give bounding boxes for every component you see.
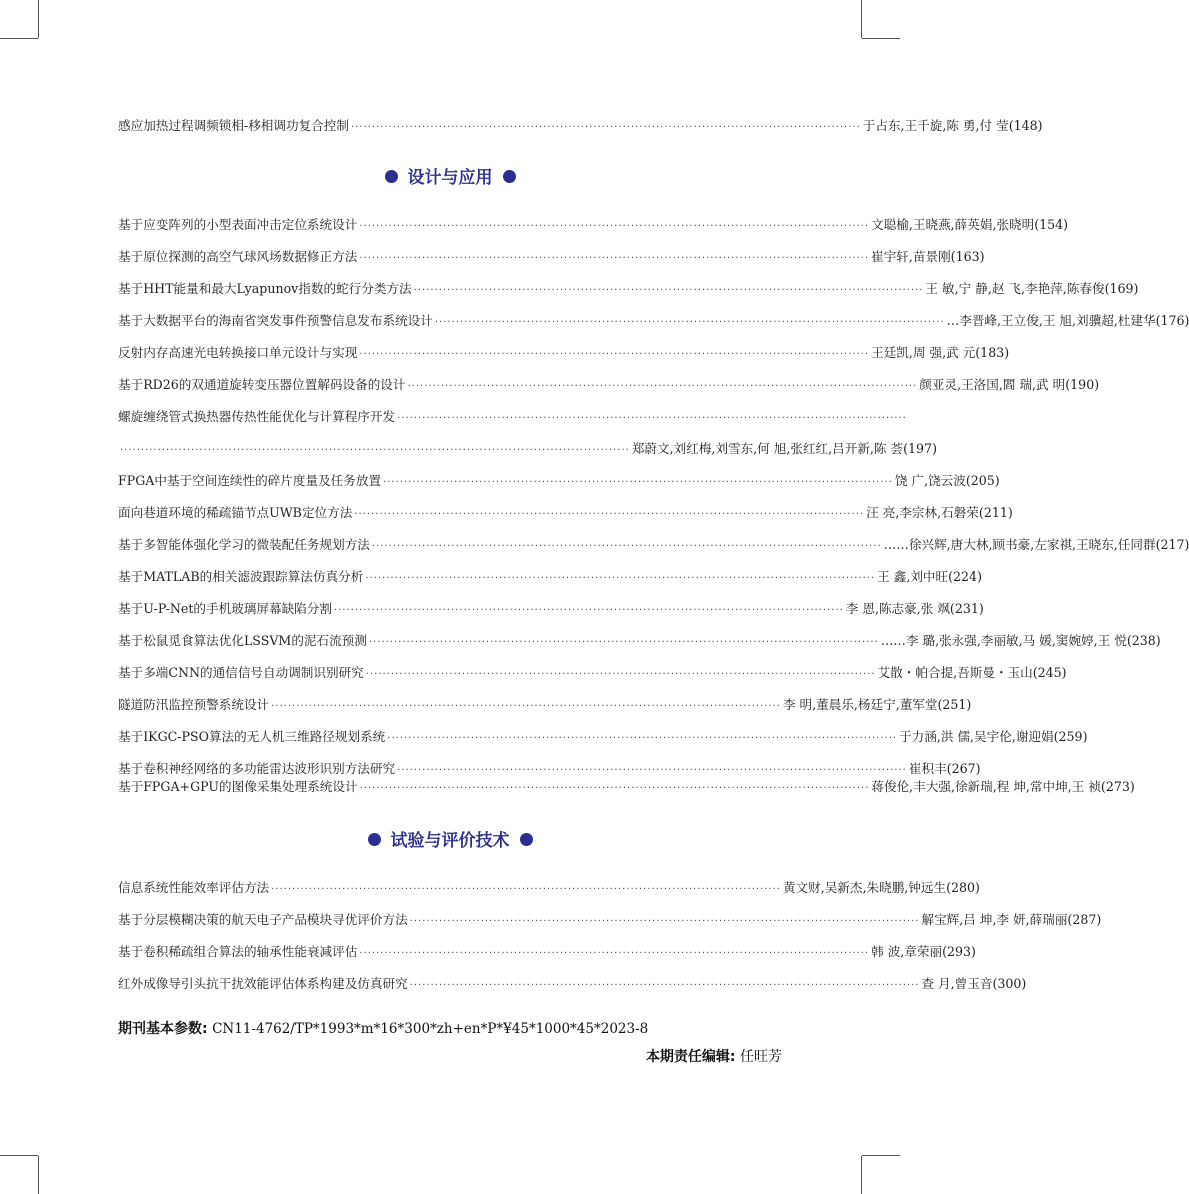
toc-entry-authors: 颜亚灵,王洛国,閻 瑞,武 明(190) bbox=[919, 377, 1100, 392]
responsible-editor bbox=[646, 1046, 782, 1066]
bullet-dot-icon bbox=[503, 170, 516, 183]
toc-entry[interactable] bbox=[118, 469, 1000, 493]
toc-entry[interactable] bbox=[118, 876, 980, 900]
toc-entry-title: 隧道防汛监控预警系统设计 bbox=[118, 697, 270, 712]
toc-entry-title: 基于大数据平台的海南省突发事件预警信息发布系统设计 bbox=[118, 313, 433, 328]
toc-entry[interactable] bbox=[118, 213, 1069, 237]
crop-mark bbox=[38, 1156, 39, 1194]
toc-entry-title: 基于U-P-Net的手机玻璃屏幕缺陷分割 bbox=[118, 601, 332, 616]
toc-entry-title: 基于FPGA+GPU的图像采集处理系统设计 bbox=[118, 779, 358, 794]
toc-entry[interactable] bbox=[118, 114, 1043, 138]
toc-entry[interactable] bbox=[118, 501, 1013, 525]
dot-leader: ·························································································································· bbox=[359, 783, 870, 794]
bullet-dot-icon bbox=[368, 833, 381, 846]
toc-entry-title: 基于RD26的双通道旋转变压器位置解码设备的设计 bbox=[118, 377, 406, 392]
dot-leader: ·························································································································· bbox=[371, 541, 882, 552]
toc-entry[interactable] bbox=[118, 245, 985, 269]
toc-entry[interactable] bbox=[118, 405, 907, 429]
toc-entry-authors: 李 明,董晨乐,杨廷宁,董军堂(251) bbox=[782, 697, 972, 712]
toc-entry-authors: ……李 璐,张永强,李丽敏,马 媛,窦婉婷,王 悦(238) bbox=[880, 633, 1161, 648]
dot-leader: ·························································································································· bbox=[359, 253, 870, 264]
crop-mark bbox=[861, 0, 862, 38]
dot-leader: ·························································································································· bbox=[434, 317, 945, 328]
toc-entry-title: 基于HHT能量和最大Lyapunov指数的蛇行分类方法 bbox=[118, 281, 412, 296]
toc-entry-authors: 王 敏,宁 静,赵 飞,李艳萍,陈春俊(169) bbox=[925, 281, 1139, 296]
crop-mark bbox=[0, 1155, 38, 1156]
toc-entry[interactable] bbox=[118, 725, 1088, 749]
toc-entry-title: 反射内存高速光电转换接口单元设计与实现 bbox=[118, 345, 358, 360]
journal-parameters-label: 期刊基本参数: bbox=[118, 1021, 208, 1037]
toc-entry-authors: 崔宇轩,苗景刚(163) bbox=[871, 249, 985, 264]
toc-entry-authors: 于力涵,洪 儒,吴宇伦,谢迎娟(259) bbox=[899, 729, 1088, 744]
crop-mark bbox=[862, 38, 900, 39]
dot-leader: ·························································································································· bbox=[350, 122, 861, 133]
toc-entry-title: 基于卷积神经网络的多功能雷达波形识别方法研究 bbox=[118, 761, 396, 776]
dot-leader: ·························································································································· bbox=[397, 413, 907, 424]
toc-entry-title: FPGA中基于空间连续性的碎片度量及任务放置 bbox=[118, 473, 382, 488]
toc-entry-authors: 郑蔚文,刘红梅,刘雪东,何 旭,张红红,吕开新,陈 荟(197) bbox=[631, 441, 937, 456]
toc-entry-authors: 李 恩,陈志豪,张 飒(231) bbox=[845, 601, 984, 616]
toc-entry-authors: 崔积丰(267) bbox=[908, 761, 981, 776]
section-heading bbox=[118, 164, 782, 192]
dot-leader: ·························································································································· bbox=[368, 637, 879, 648]
toc-entry[interactable] bbox=[118, 437, 937, 461]
crop-mark bbox=[862, 1155, 900, 1156]
toc-entry-title: 基于MATLAB的相关滤波跟踪算法仿真分析 bbox=[118, 569, 364, 584]
dot-leader: ·························································································································· bbox=[354, 509, 865, 520]
toc-entry[interactable] bbox=[118, 277, 1139, 301]
toc-entry-title: 基于应变阵列的小型表面冲击定位系统设计 bbox=[118, 217, 358, 232]
dot-leader: ·························································································································· bbox=[271, 884, 781, 895]
toc-entry-authors: ……徐兴辉,唐大林,顾书豪,左家祺,王晓东,任同群(217) bbox=[883, 537, 1189, 552]
dot-leader: ·························································································································· bbox=[271, 701, 781, 712]
toc-entry-authors: 解宝辉,吕 坤,李 妍,薛瑞丽(287) bbox=[921, 912, 1102, 927]
toc-entry[interactable] bbox=[118, 533, 1189, 557]
dot-leader: ·························································································································· bbox=[359, 948, 870, 959]
toc-entry[interactable] bbox=[118, 373, 1100, 397]
crop-mark bbox=[861, 1156, 862, 1194]
toc-entry-authors: 王廷凯,周 强,武 元(183) bbox=[871, 345, 1010, 360]
bullet-dot-icon bbox=[385, 170, 398, 183]
toc-entry-authors: 于占东,王千旋,陈 勇,付 莹(148) bbox=[862, 118, 1043, 133]
toc-entry-authors: …李晋峰,王立俊,王 旭,刘骥超,杜建华(176) bbox=[946, 313, 1189, 328]
toc-entry[interactable] bbox=[118, 940, 976, 964]
toc-entry[interactable] bbox=[118, 972, 1027, 996]
dot-leader: ·························································································································· bbox=[413, 285, 924, 296]
journal-parameters bbox=[118, 1018, 782, 1038]
toc-entry-authors: 饶 广,饶云波(205) bbox=[894, 473, 1000, 488]
dot-leader: ·························································································································· bbox=[383, 477, 893, 488]
toc-entry-authors: 蒋俊伦,丰大强,徐新瑞,程 坤,常中坤,王 祯(273) bbox=[871, 779, 1135, 794]
editor-name: 任旺芳 bbox=[740, 1049, 782, 1065]
toc-entry-title: 面向巷道环境的稀疏锚节点UWB定位方法 bbox=[118, 505, 353, 520]
section-heading-text: 设计与应用 bbox=[407, 168, 493, 188]
toc-entry-authors: 韩 波,章荣丽(293) bbox=[871, 944, 976, 959]
toc-entry-authors: 艾散・帕合提,吾斯曼・玉山(245) bbox=[877, 665, 1067, 680]
section-heading bbox=[118, 827, 782, 855]
toc-entry-title: 基于多智能体强化学习的微装配任务规划方法 bbox=[118, 537, 370, 552]
toc-entry-title: 感应加热过程调频锁相-移相调功复合控制 bbox=[118, 118, 349, 133]
dot-leader: ·························································································································· bbox=[387, 733, 898, 744]
toc-entry-authors: 文聪榆,王晓燕,薛英娟,张晓明(154) bbox=[871, 217, 1069, 232]
toc-entry-title: 基于多端CNN的通信信号自动调制识别研究 bbox=[118, 665, 364, 680]
toc-entry-title: 基于原位探测的高空气球风场数据修正方法 bbox=[118, 249, 358, 264]
toc-entry[interactable] bbox=[118, 341, 1010, 365]
toc-entry-title: 基于分层模糊决策的航天电子产品模块寻优评价方法 bbox=[118, 912, 408, 927]
toc-entry-authors: 查 月,曾玉音(300) bbox=[921, 976, 1027, 991]
editor-label: 本期责任编辑: bbox=[645, 1049, 736, 1065]
toc-entry-title: 信息系统性能效率评估方法 bbox=[118, 880, 270, 895]
toc-entry-authors: 王 鑫,刘中旺(224) bbox=[877, 569, 982, 584]
toc-entry[interactable] bbox=[118, 693, 972, 717]
dot-leader: ·························································································································· bbox=[359, 349, 870, 360]
dot-leader: ·························································································································· bbox=[397, 765, 907, 776]
toc-entry[interactable] bbox=[118, 661, 1067, 685]
dot-leader: ·························································································································· bbox=[407, 381, 918, 392]
toc-entry[interactable] bbox=[118, 597, 984, 621]
toc-entry[interactable] bbox=[118, 908, 1102, 932]
toc-entry[interactable] bbox=[118, 565, 982, 589]
toc-entry[interactable] bbox=[118, 629, 1161, 653]
dot-leader: ·························································································································· bbox=[365, 669, 876, 680]
toc-entry-authors: 黄文财,吴新杰,朱晓鹏,钟远生(280) bbox=[782, 880, 980, 895]
toc-entry-title: 红外成像导引头抗干扰效能评估体系构建及仿真研究 bbox=[118, 976, 408, 991]
crop-mark bbox=[0, 38, 38, 39]
section-heading-text: 试验与评价技术 bbox=[390, 831, 510, 851]
dot-leader: ·························································································································· bbox=[409, 916, 920, 927]
dot-leader: ·························································································································· bbox=[120, 445, 630, 456]
toc-entry-title: 基于IKGC-PSO算法的无人机三维路径规划系统 bbox=[118, 729, 386, 744]
journal-parameters-value: CN11-4762/TP*1993*m*16*300*zh+en*P*¥45*1000*45*2023-8 bbox=[212, 1021, 649, 1037]
dot-leader: ·························································································································· bbox=[409, 980, 920, 991]
dot-leader: ·························································································································· bbox=[333, 605, 844, 616]
toc-entry[interactable] bbox=[118, 309, 1189, 333]
toc-entry-title: 基于松鼠觅食算法优化LSSVM的泥石流预测 bbox=[118, 633, 367, 648]
toc-entry[interactable] bbox=[118, 775, 1135, 799]
toc-entry-title: 螺旋缠绕管式换热器传热性能优化与计算程序开发 bbox=[118, 409, 396, 424]
dot-leader: ·························································································································· bbox=[359, 221, 870, 232]
crop-mark bbox=[38, 0, 39, 38]
toc-entry-authors: 汪 亮,李宗林,石磐荣(211) bbox=[866, 505, 1013, 520]
dot-leader: ·························································································································· bbox=[365, 573, 876, 584]
toc-entry-title: 基于卷积稀疏组合算法的轴承性能衰减评估 bbox=[118, 944, 358, 959]
bullet-dot-icon bbox=[520, 833, 533, 846]
